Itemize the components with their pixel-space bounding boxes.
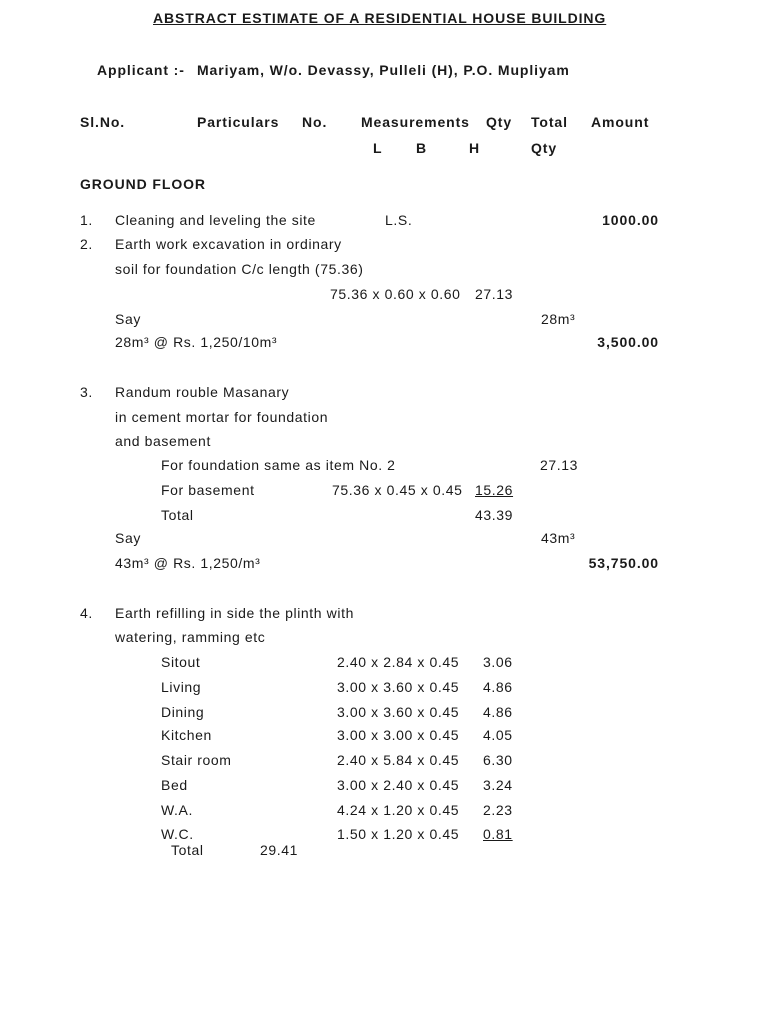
total-label: Total: [171, 842, 204, 858]
say-label: Say: [115, 530, 141, 546]
header-h: H: [469, 140, 481, 156]
measurement: 1.50 x 1.20 x 0.45: [337, 826, 460, 842]
header-total: Total: [531, 114, 568, 130]
rate-line: 43m³ @ Rs. 1,250/m³: [115, 555, 261, 571]
item-description: soil for foundation C/c length (75.36): [115, 261, 364, 277]
header-no: No.: [302, 114, 328, 130]
foundation-label: For foundation same as item No. 2: [161, 457, 396, 473]
basement-label: For basement: [161, 482, 255, 498]
measurement: 2.40 x 2.84 x 0.45: [337, 654, 460, 670]
quantity: 4.86: [483, 704, 513, 720]
item-number: 2.: [80, 236, 93, 252]
room-name: Kitchen: [161, 727, 212, 743]
measurement: 4.24 x 1.20 x 0.45: [337, 802, 460, 818]
quantity: 6.30: [483, 752, 513, 768]
lump-sum-label: L.S.: [385, 212, 413, 228]
header-b: B: [416, 140, 428, 156]
item-amount: 1000.00: [602, 212, 659, 228]
room-name: W.C.: [161, 826, 194, 842]
total-quantity: 43m³: [541, 530, 576, 546]
item-number: 3.: [80, 384, 93, 400]
total-quantity: 28m³: [541, 311, 576, 327]
quantity: 27.13: [475, 286, 514, 302]
item-description: watering, ramming etc: [115, 629, 266, 645]
measurement: 3.00 x 3.00 x 0.45: [337, 727, 460, 743]
measurement: 2.40 x 5.84 x 0.45: [337, 752, 460, 768]
measurement: 75.36 x 0.45 x 0.45: [332, 482, 463, 498]
quantity: 2.23: [483, 802, 513, 818]
header-total-qty: Qty: [531, 140, 558, 156]
header-particulars: Particulars: [197, 114, 280, 130]
room-name: Sitout: [161, 654, 201, 670]
rate-line: 28m³ @ Rs. 1,250/10m³: [115, 334, 278, 350]
total-label: Total: [161, 507, 194, 523]
measurement: 3.00 x 2.40 x 0.45: [337, 777, 460, 793]
room-name: Stair room: [161, 752, 232, 768]
room-name: W.A.: [161, 802, 193, 818]
quantity: 3.06: [483, 654, 513, 670]
quantity: 4.86: [483, 679, 513, 695]
header-l: L: [373, 140, 383, 156]
measurement: 3.00 x 3.60 x 0.45: [337, 704, 460, 720]
item-amount: 53,750.00: [588, 555, 659, 571]
section-heading: GROUND FLOOR: [80, 176, 206, 192]
page-title: ABSTRACT ESTIMATE OF A RESIDENTIAL HOUSE BUILDING: [153, 10, 607, 26]
room-name: Living: [161, 679, 202, 695]
header-amount: Amount: [591, 114, 650, 130]
total-value: 43.39: [475, 507, 514, 523]
quantity: 3.24: [483, 777, 513, 793]
quantity: 4.05: [483, 727, 513, 743]
say-label: Say: [115, 311, 141, 327]
item-description: Earth work excavation in ordinary: [115, 236, 342, 252]
header-sl-no: Sl.No.: [80, 114, 126, 130]
measurement: 75.36 x 0.60 x 0.60: [330, 286, 461, 302]
item-description: in cement mortar for foundation: [115, 409, 329, 425]
room-name: Dining: [161, 704, 205, 720]
item-description: and basement: [115, 433, 211, 449]
item-description: Randum rouble Masanary: [115, 384, 290, 400]
room-name: Bed: [161, 777, 188, 793]
item-description: Cleaning and leveling the site: [115, 212, 316, 228]
header-qty: Qty: [486, 114, 513, 130]
quantity: 15.26: [475, 482, 514, 498]
applicant-label: Applicant :-: [97, 62, 185, 78]
item-description: Earth refilling in side the plinth with: [115, 605, 354, 621]
measurement: 3.00 x 3.60 x 0.45: [337, 679, 460, 695]
item-number: 4.: [80, 605, 93, 621]
applicant-value: Mariyam, W/o. Devassy, Pulleli (H), P.O. Mupliyam: [197, 62, 570, 78]
quantity: 0.81: [483, 826, 513, 842]
item-number: 1.: [80, 212, 93, 228]
total-value: 29.41: [260, 842, 299, 858]
header-measurements: Measurements: [361, 114, 470, 130]
item-amount: 3,500.00: [597, 334, 659, 350]
foundation-quantity: 27.13: [540, 457, 579, 473]
